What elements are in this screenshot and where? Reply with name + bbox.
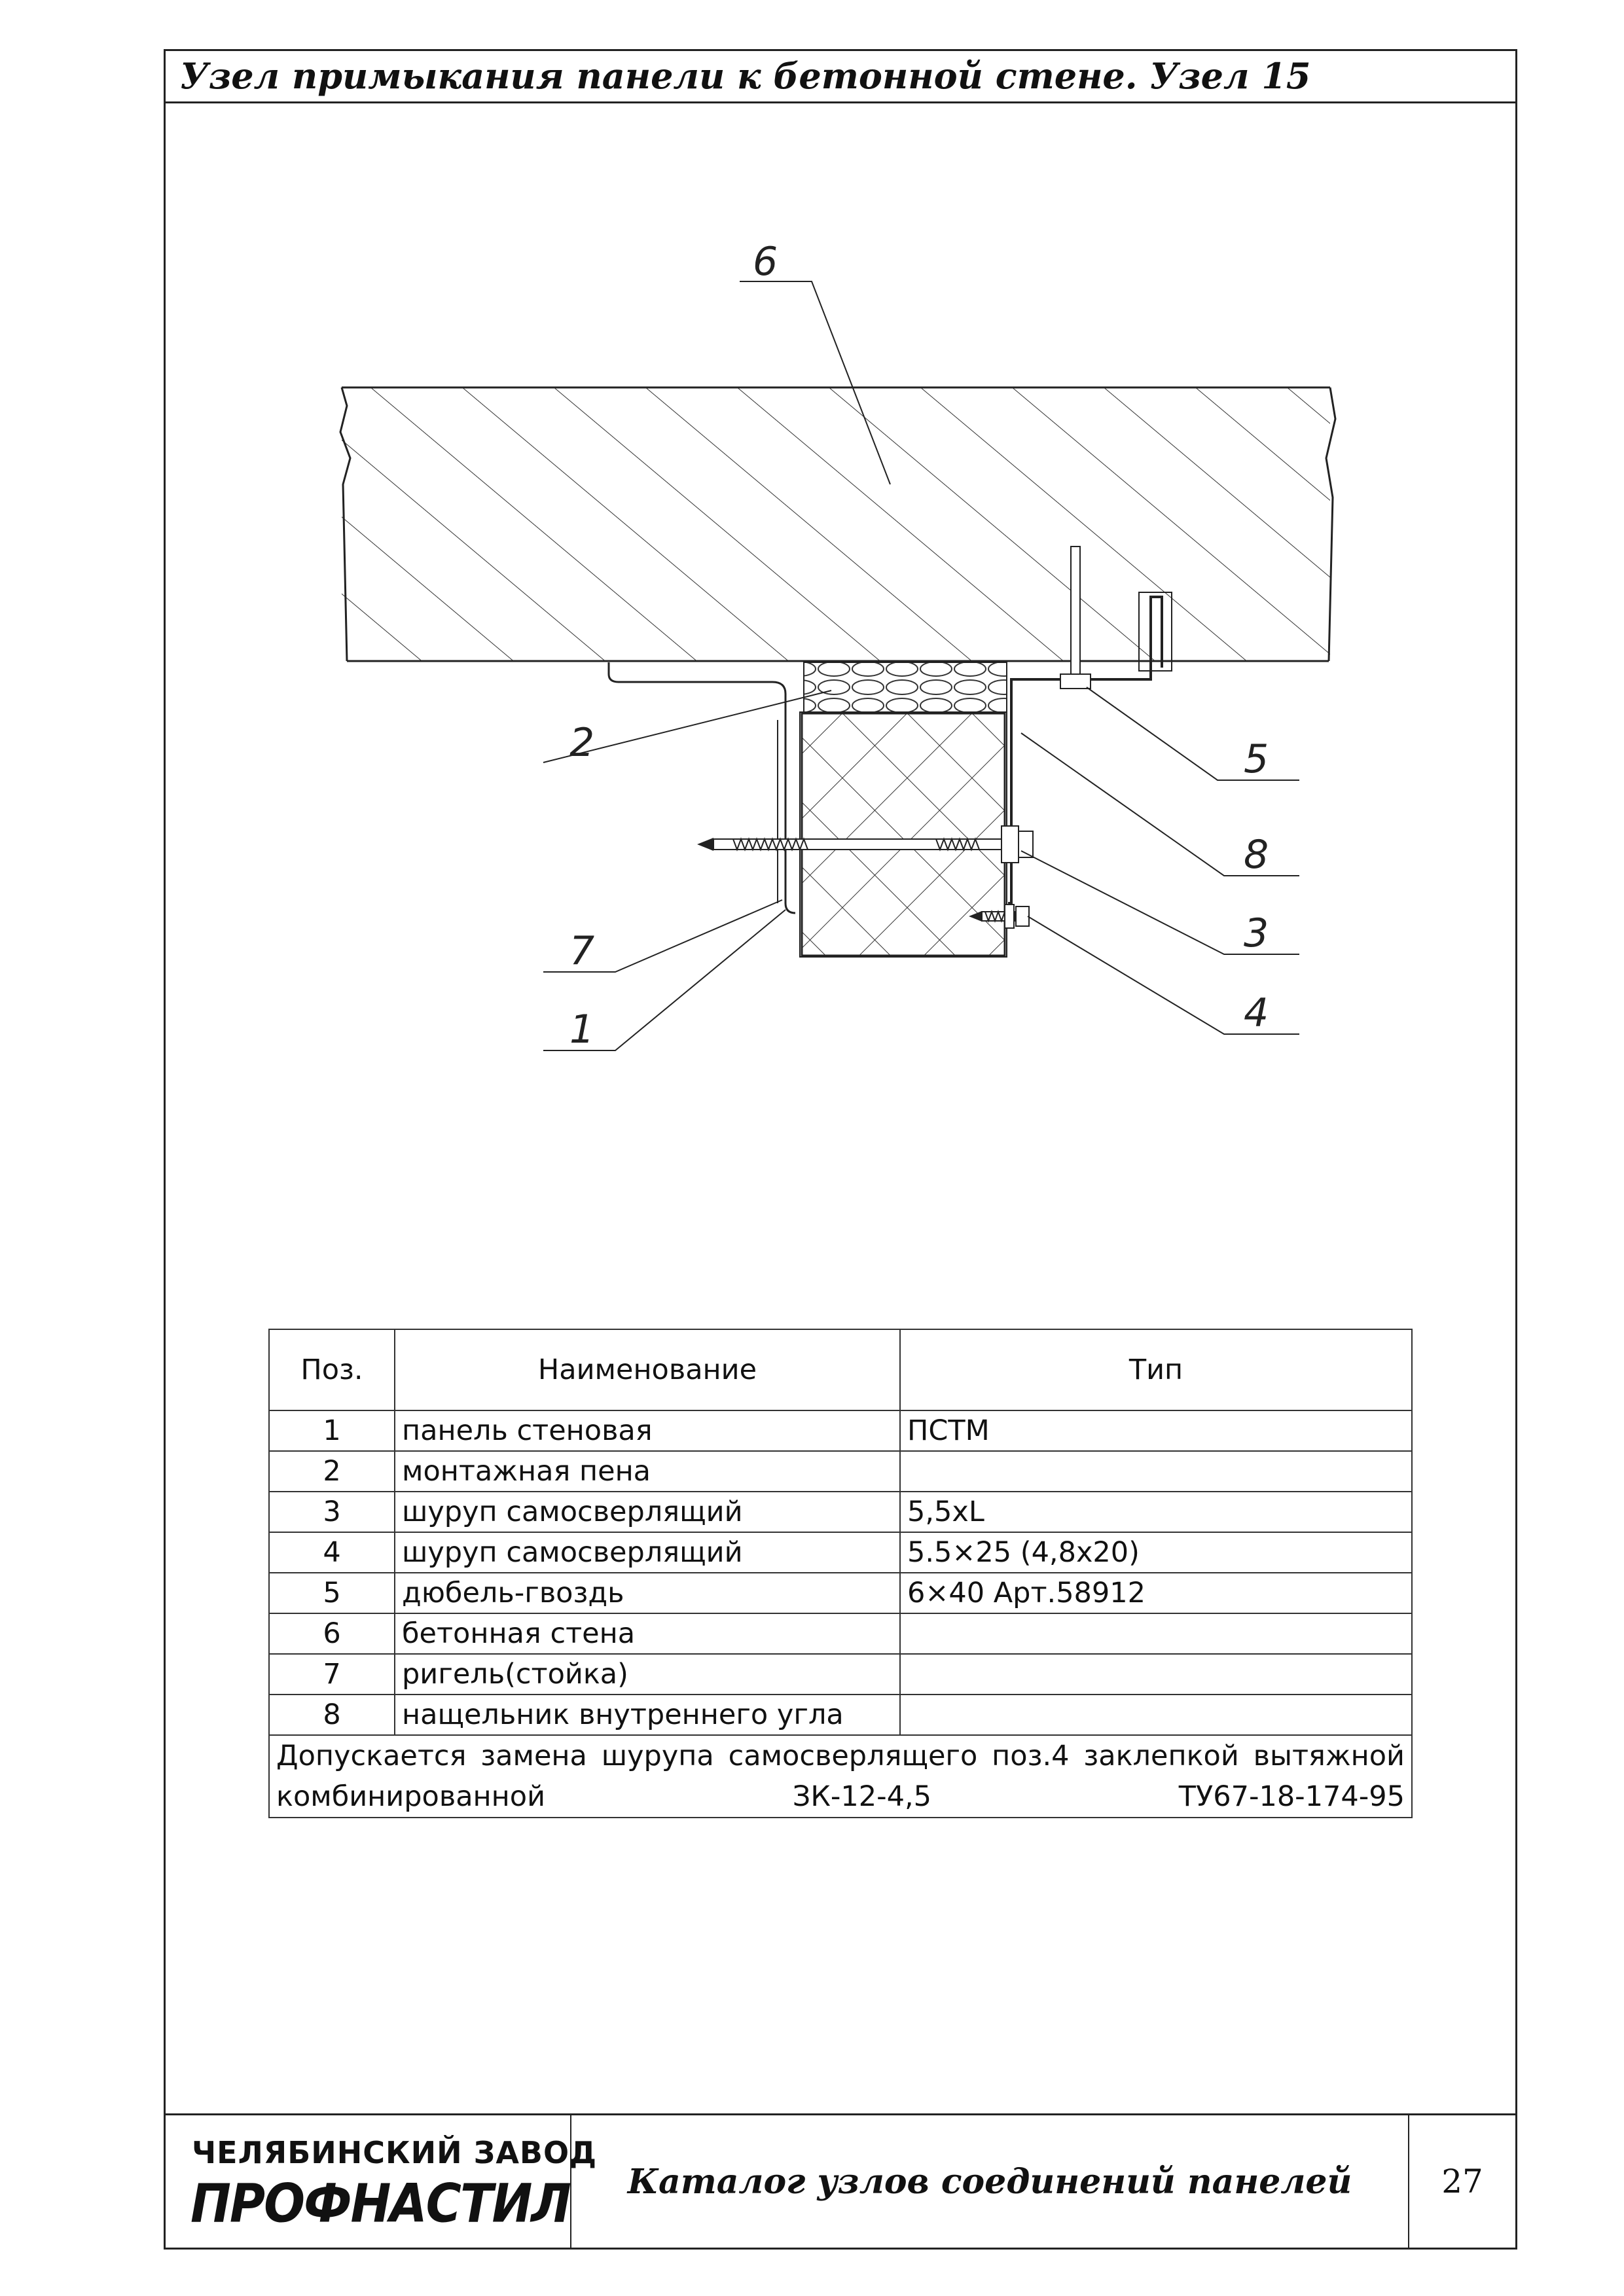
table-header-row	[269, 1329, 1412, 1410]
girt-profile	[609, 662, 795, 913]
callout-6: 6	[753, 239, 778, 285]
callout-3: 3	[1244, 910, 1269, 956]
cell-type	[900, 1451, 1412, 1492]
cell-pos: 5	[269, 1573, 395, 1613]
catalog-title: Каталог узлов соединений панелей	[571, 2115, 1409, 2248]
page-number: 27	[1441, 2162, 1483, 2200]
cell-type: 6×40 Арт.58912	[900, 1573, 1412, 1613]
cell-type	[900, 1695, 1412, 1735]
table-row	[269, 1410, 1412, 1451]
concrete-wall	[340, 387, 1335, 661]
callout-7: 7	[569, 928, 595, 974]
header-pos: Поз.	[269, 1329, 395, 1410]
wall-panel	[800, 712, 1007, 957]
cell-name: шуруп самосверлящий	[395, 1492, 900, 1532]
cell-pos: 7	[269, 1654, 395, 1695]
cell-pos: 1	[269, 1410, 395, 1451]
cell-type	[900, 1613, 1412, 1654]
table-row	[269, 1573, 1412, 1613]
table-row	[269, 1451, 1412, 1492]
cell-type: ПСТМ	[900, 1410, 1412, 1451]
callout-8: 8	[1244, 832, 1269, 878]
specification-table	[268, 1329, 1413, 1818]
table-row	[269, 1613, 1412, 1654]
cell-type: 5,5xL	[900, 1492, 1412, 1532]
header-type: Тип	[900, 1329, 1412, 1410]
table-row	[269, 1492, 1412, 1532]
cell-pos: 6	[269, 1613, 395, 1654]
callout-4: 4	[1244, 990, 1269, 1036]
cell-pos: 8	[269, 1695, 395, 1735]
callout-1: 1	[569, 1007, 595, 1052]
cell-type	[900, 1654, 1412, 1695]
page-title: Узел примыкания панели к бетонной стене. Узел 15	[180, 55, 1311, 97]
cell-name: нащельник внутреннего угла	[395, 1695, 900, 1735]
logo-line1: ЧЕЛЯБИНСКИЙ ЗАВОД	[192, 2135, 598, 2170]
callout-2: 2	[569, 720, 595, 766]
table-row	[269, 1532, 1412, 1573]
cell-name: монтажная пена	[395, 1451, 900, 1492]
cell-name: панель стеновая	[395, 1410, 900, 1451]
cell-name: дюбель-гвоздь	[395, 1573, 900, 1613]
cell-type: 5.5×25 (4,8x20)	[900, 1532, 1412, 1573]
table-note-row	[269, 1735, 1412, 1818]
cell-name: бетонная стена	[395, 1613, 900, 1654]
header-name: Наименование	[395, 1329, 900, 1410]
cell-pos: 4	[269, 1532, 395, 1573]
cell-name: ригель(стойка)	[395, 1654, 900, 1695]
cell-pos: 2	[269, 1451, 395, 1492]
table-note: Допускается замена шурупа самосверлящего поз.4 заклепкой вытяжной комбинированной ЗК-12-4,5 ТУ67-18-174-95	[269, 1735, 1412, 1818]
table-row	[269, 1654, 1412, 1695]
cell-pos: 3	[269, 1492, 395, 1532]
callout-5: 5	[1244, 736, 1269, 782]
table-row	[269, 1695, 1412, 1735]
cell-name: шуруп самосверлящий	[395, 1532, 900, 1573]
mounting-foam	[804, 662, 1007, 712]
logo-line2: ПРОФНАСТИЛ	[190, 2172, 570, 2235]
